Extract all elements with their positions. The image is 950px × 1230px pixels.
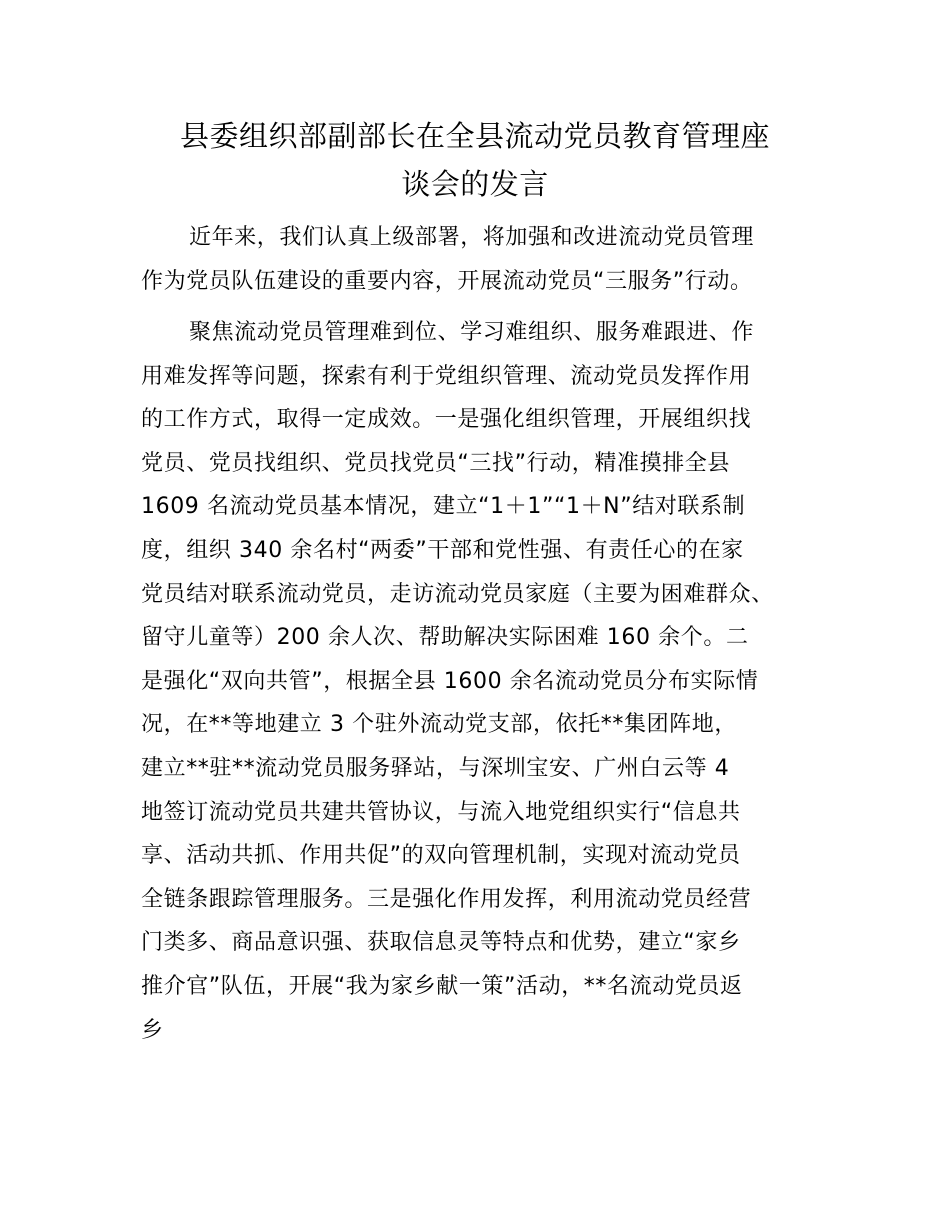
paragraph-line: 况，在**等地建立 3 个驻外流动党支部，依托**集团阵地，: [141, 712, 737, 738]
paragraph-line: 门类多、商品意识强、获取信息灵等特点和优势，建立“家乡: [141, 930, 741, 956]
paragraph-line: 用难发挥等问题，探索有利于党组织管理、流动党员发挥作用: [141, 363, 752, 389]
paragraph-line: 留守儿童等）200 余人次、帮助解决实际困难 160 余个。二: [141, 625, 749, 651]
paragraph-line: 作为党员队伍建设的重要内容，开展流动党员“三服务”行动。: [141, 268, 753, 294]
paragraph-line: 建立**驻**流动党员服务驿站，与深圳宝安、广州白云等 4: [141, 755, 730, 781]
paragraph-line: 地签订流动党员共建共管协议，与流入地党组织实行“信息共: [141, 799, 741, 825]
paragraph-line: 党员结对联系流动党员，走访流动党员家庭（主要为困难群众、: [141, 581, 774, 607]
title-line-1: 县委组织部副部长在全县流动党员教育管理座: [179, 119, 770, 153]
paragraph-line: 的工作方式，取得一定成效。一是强化组织管理，开展组织找: [141, 407, 752, 433]
paragraph-line: 1609 名流动党员基本情况，建立“1＋1”“1＋N”结对联系制: [141, 494, 746, 520]
paragraph-line: 近年来，我们认真上级部署，将加强和改进流动党员管理: [189, 225, 755, 250]
paragraph-main: [141, 311, 831, 1052]
title-line-2: 谈会的发言: [401, 167, 549, 201]
paragraph-line: 享、活动共抓、作用共促”的双向管理机制，实现对流动党员: [141, 843, 741, 869]
paragraph-line: 聚焦流动党员管理难到位、学习难组织、服务难跟进、作: [189, 320, 755, 345]
paragraph-line: 乡: [141, 1017, 164, 1043]
paragraph-line: 全链条跟踪管理服务。三是强化作用发挥，利用流动党员经营: [141, 886, 752, 912]
paragraph-intro: [141, 216, 831, 303]
paragraph-line: 是强化“双向共管”，根据全县 1600 余名流动党员分布实际情: [141, 668, 759, 694]
paragraph-line: 党员、党员找组织、党员找党员“三找”行动，精准摸排全县: [141, 450, 730, 476]
paragraph-line: 推介官”队伍，开展“我为家乡献一策”活动，**名流动党员返: [141, 973, 743, 999]
paragraph-line: 度，组织 340 余名村“两委”干部和党性强、有责任心的在家: [141, 537, 744, 563]
document-title: [100, 112, 850, 208]
